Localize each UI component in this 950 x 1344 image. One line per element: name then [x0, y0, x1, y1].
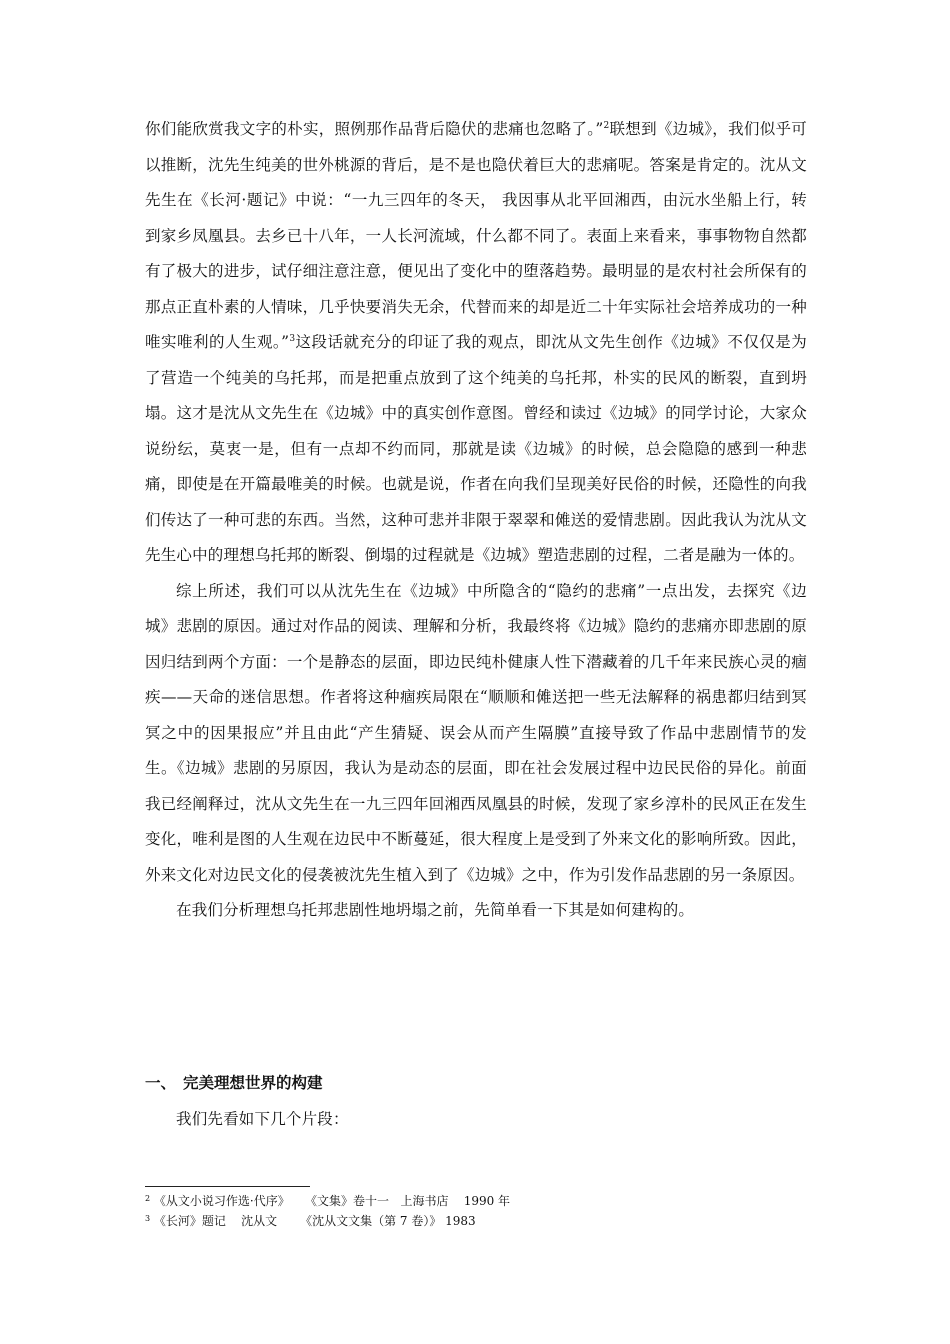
section-intro [145, 1102, 807, 1138]
footnote-2 [145, 1190, 807, 1210]
footnote-text: 《长河》题记 沈从文 《沈从文文集（第 7 卷）》 1983 [153, 1214, 476, 1228]
footnotes [145, 1190, 807, 1230]
paragraph-summary [145, 574, 807, 894]
footnote-3 [145, 1210, 807, 1230]
footnote-ref-3[interactable]: 3 [289, 334, 296, 344]
footnote-marker: 2 [145, 1194, 151, 1203]
section-heading [145, 1066, 807, 1102]
paragraph-continuation [145, 112, 807, 574]
paragraph-transition [145, 893, 807, 929]
section-number: 一、 [145, 1074, 177, 1092]
text-run: 综上所述，我们可以从沈先生在《边城》中所隐含的“隐约的悲痛”一点出发，去探究《边城》悲剧的原因。通过对作品的阅读、理解和分析，我最终将《边城》隐约的悲痛亦即悲剧的原因归结到两个方面：一个是静态的层面，即边民纯朴健康人性下潜藏着的几千年来民族心灵的痼疾——天命的迷信思想。作者将这种痼疾局限在“顺顺和傩送把一些无法解释的祸患都归结到冥冥之中的因果报应”并且由此“产生猜疑、误会从而产生隔膜”直接导致了作品中悲剧情节的发生。《边城》悲剧的另原因，我认为是动态的层面，即在社会发展过程中边民民俗的异化。前面我已经阐释过，沈从文先生在一九三四年回湘西凤凰县的时候，发现了家乡淳朴的民风正在发生变化，唯利是图的人生观在边民中不断蔓延，很大程度上是受到了外来文化的影响所致。因此，外来文化对边民文化的侵袭被沈先生植入到了《边城》之中，作为引发作品悲剧的另一条原因。 [145, 581, 807, 884]
footnote-marker: 3 [145, 1214, 151, 1223]
text-run: 联想到《边城》，我们似乎可以推断，沈先生纯美的世外桃源的背后，是不是也隐伏着巨大的悲痛呢。答案是肯定的。沈从文先生在《长河·题记》中说：“一九三四年的冬天， 我因事从北平回湘西，由沅水坐船上行，转到家乡凤凰县。去乡已十八年，一人长河流域，什么都不同了。表面上来看来，事事物物自然都有了极大的进步，试仔细注意注意，便见出了变化中的堕落趋势。最明显的是农村社会所保有的那点正直朴素的人情味，几乎快要消失无余，代替而来的却是近二十年实际社会培养成功的一种唯实唯利的人生观。” [145, 120, 807, 351]
text-run: 这段话就充分的印证了我的观点，即沈从文先生创作《边城》不仅仅是为了营造一个纯美的乌托邦，而是把重点放到了这个纯美的乌托邦，朴实的民风的断裂，直到坍塌。这才是沈从文先生在《边城》中的真实创作意图。曾经和读过《边城》的同学讨论，大家众说纷纭，莫衷一是，但有一点却不约而同，那就是读《边城》的时候，总会隐隐的感到一种悲痛，即使是在开篇最唯美的时候。也就是说，作者在向我们呈现美好民俗的时候，还隐性的向我们传达了一种可悲的东西。当然，这种可悲并非限于翠翠和傩送的爱情悲剧。因此我认为沈从文先生心中的理想乌托邦的断裂、倒塌的过程就是《边城》塑造悲剧的过程，二者是融为一体的。 [145, 333, 807, 564]
footnote-separator [145, 1186, 310, 1187]
text-run: 你们能欣赏我文字的朴实，照例那作品背后隐伏的悲痛也忽略了。” [145, 120, 604, 138]
text-run: 在我们分析理想乌托邦悲剧性地坍塌之前，先简单看一下其是如何建构的。 [176, 901, 695, 919]
footnote-text: 《从文小说习作选·代序》 《文集》卷十一 上海书店 1990 年 [153, 1194, 511, 1208]
section-title: 完美理想世界的构建 [183, 1074, 323, 1092]
text-run: 我们先看如下几个片段： [176, 1109, 349, 1128]
body-text [145, 112, 807, 929]
section-block [145, 1066, 807, 1137]
footnote-ref-2[interactable]: 2 [603, 121, 610, 131]
